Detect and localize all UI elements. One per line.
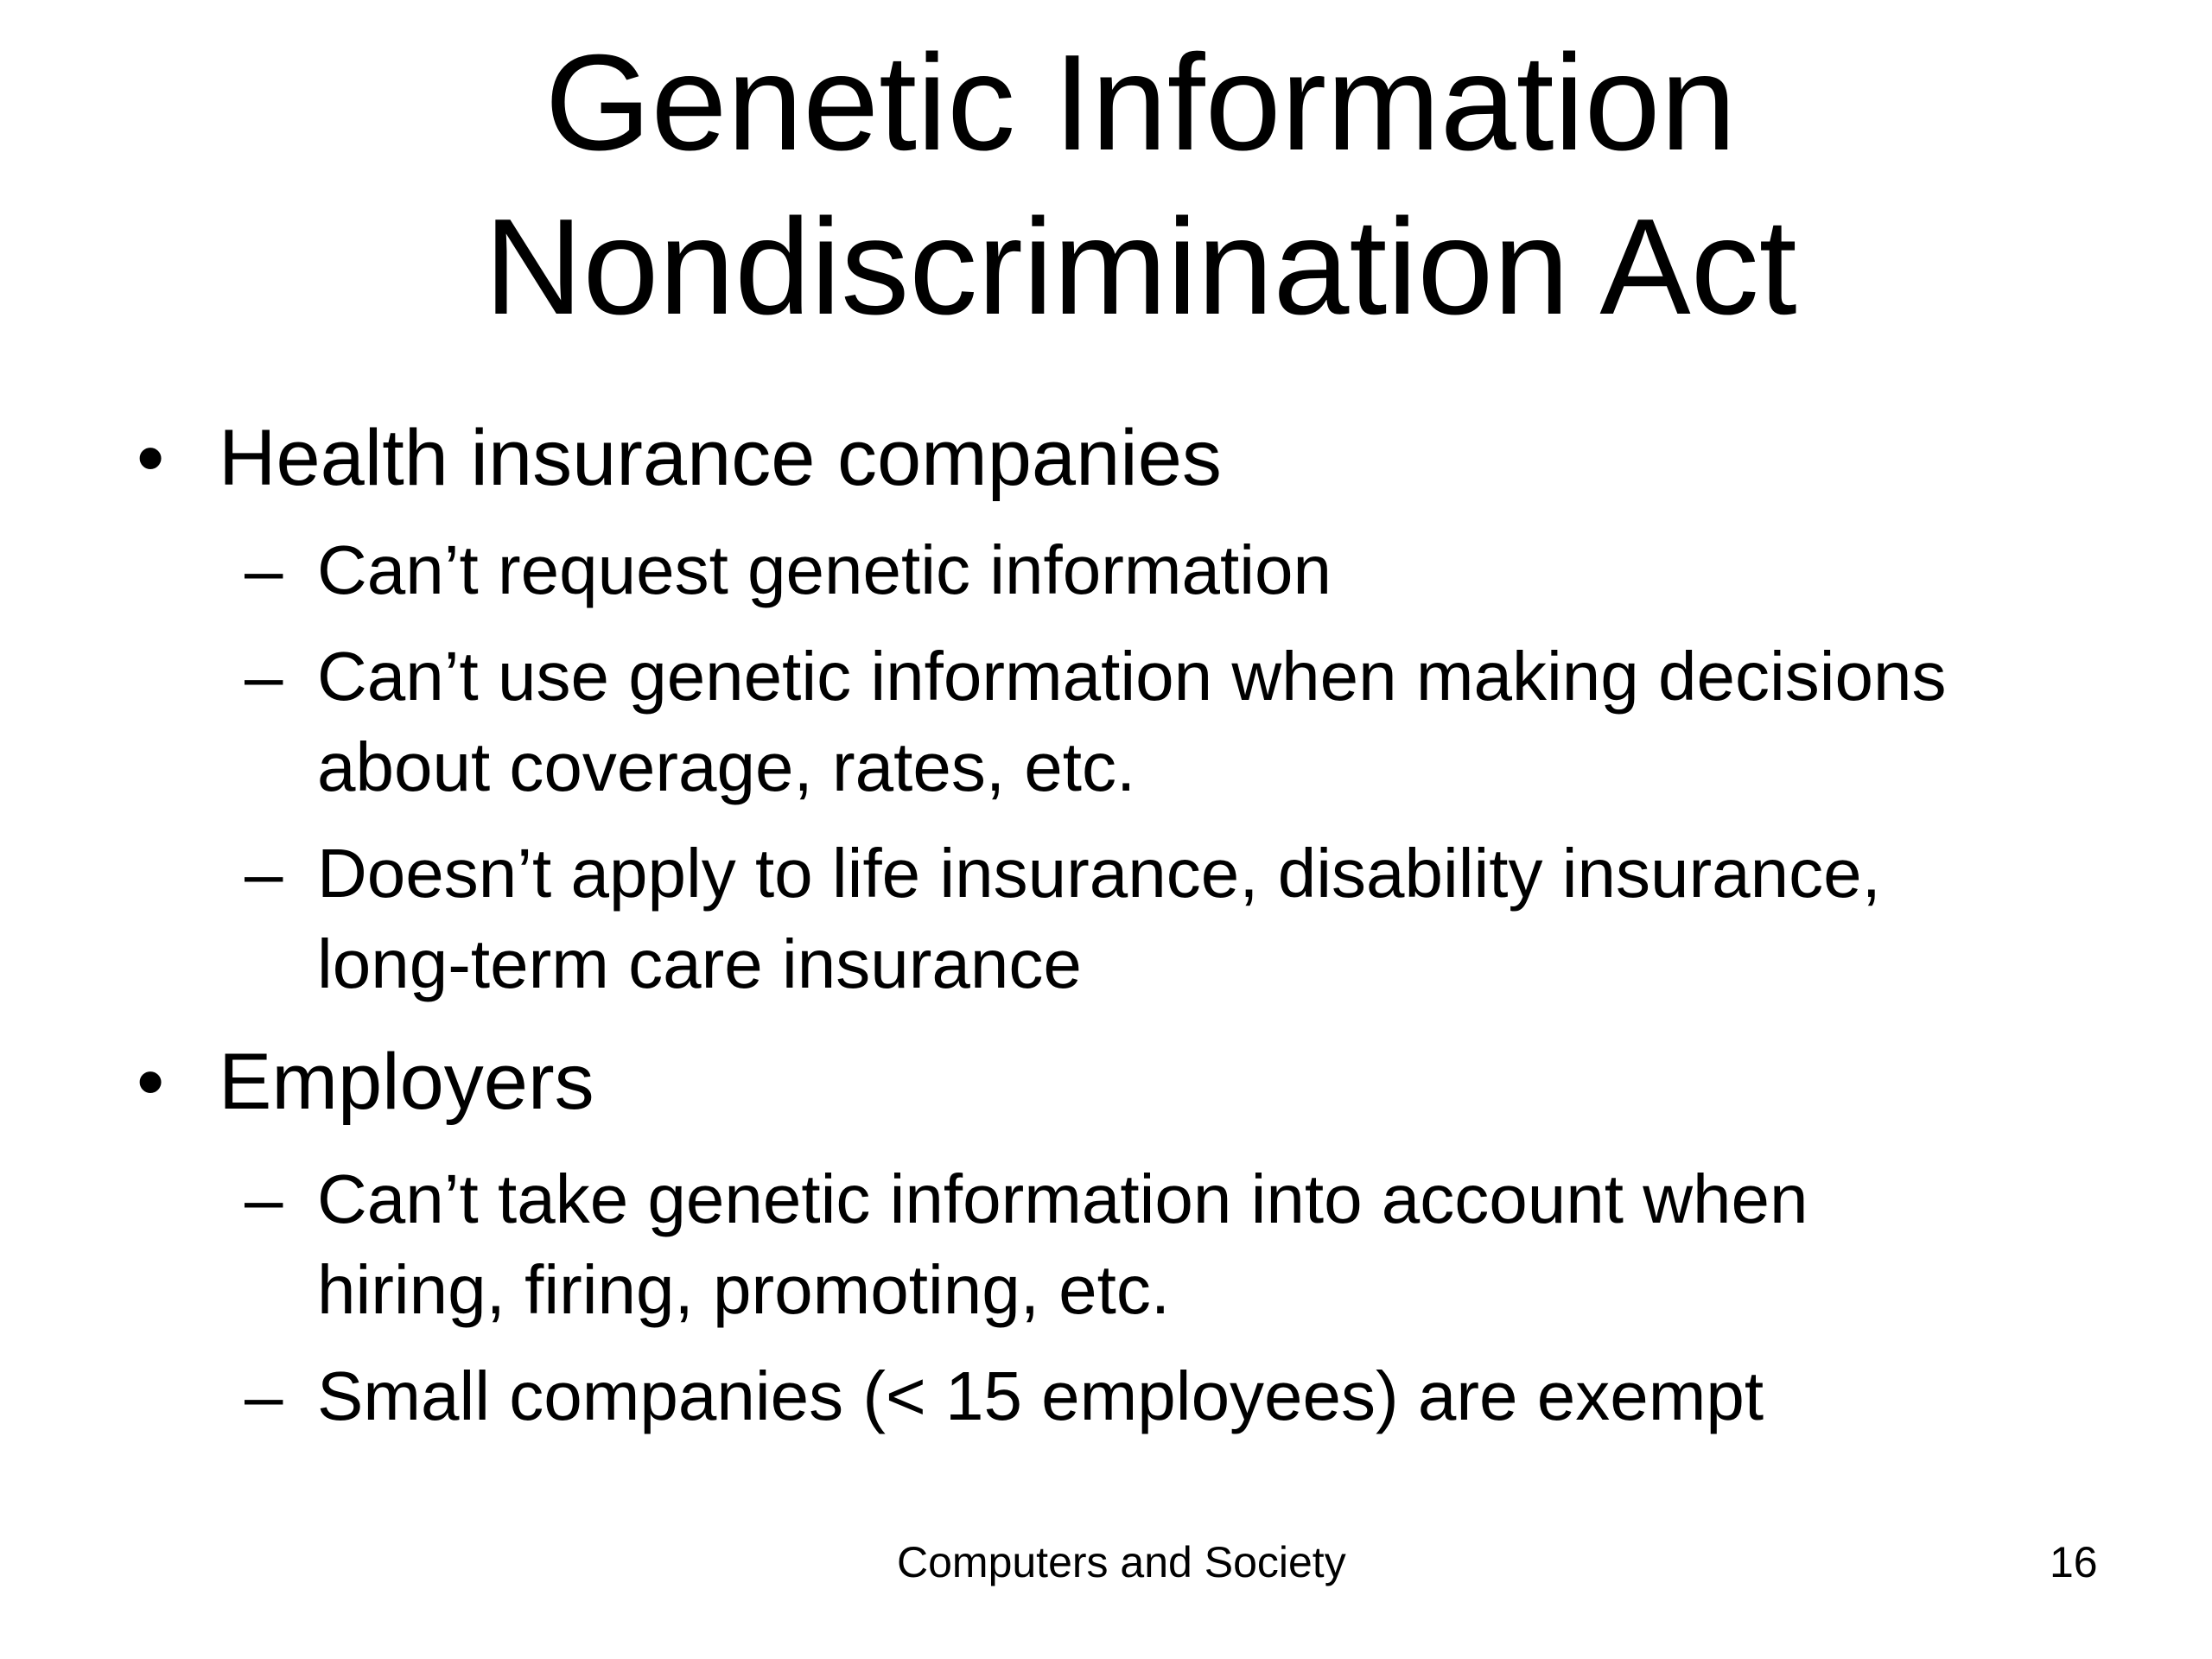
dash-marker: – (245, 835, 283, 912)
subitem-line: about coverage, rates, etc. (317, 728, 1136, 805)
slide-title-line-1: Genetic Information (544, 27, 1737, 179)
bullet-employers: Employers (219, 1038, 594, 1126)
bullet-health-insurance: Health insurance companies (219, 414, 1222, 502)
bullet-marker: • (137, 414, 165, 502)
subitem-line: Can’t take genetic information into account when (317, 1160, 1808, 1237)
subitem-line: Can’t request genetic information (317, 531, 1332, 608)
footer-course-title: Computers and Society (897, 1538, 1346, 1586)
subitem-line: hiring, firing, promoting, etc. (317, 1251, 1171, 1328)
slide-title-line-2: Nondiscrimination Act (484, 191, 1797, 343)
footer-page-number: 16 (2050, 1538, 2098, 1586)
subitem-line: Doesn’t apply to life insurance, disability insurance, (317, 835, 1881, 912)
dash-marker: – (245, 531, 283, 608)
subitem-small-companies (317, 1351, 1764, 1441)
bullet-marker: • (137, 1038, 165, 1126)
dash-marker: – (245, 1357, 283, 1434)
subitem-line: Small companies (< 15 employees) are exempt (317, 1357, 1764, 1434)
subitem-cant-use (317, 631, 1946, 812)
subitem-cant-take (317, 1154, 1808, 1335)
subitem-cant-request (317, 524, 1332, 615)
dash-marker: – (245, 638, 283, 715)
dash-marker: – (245, 1160, 283, 1237)
subitem-doesnt-apply (317, 828, 1881, 1009)
subitem-line: Can’t use genetic information when making decisions (317, 638, 1947, 715)
subitem-line: long-term care insurance (317, 925, 1082, 1002)
